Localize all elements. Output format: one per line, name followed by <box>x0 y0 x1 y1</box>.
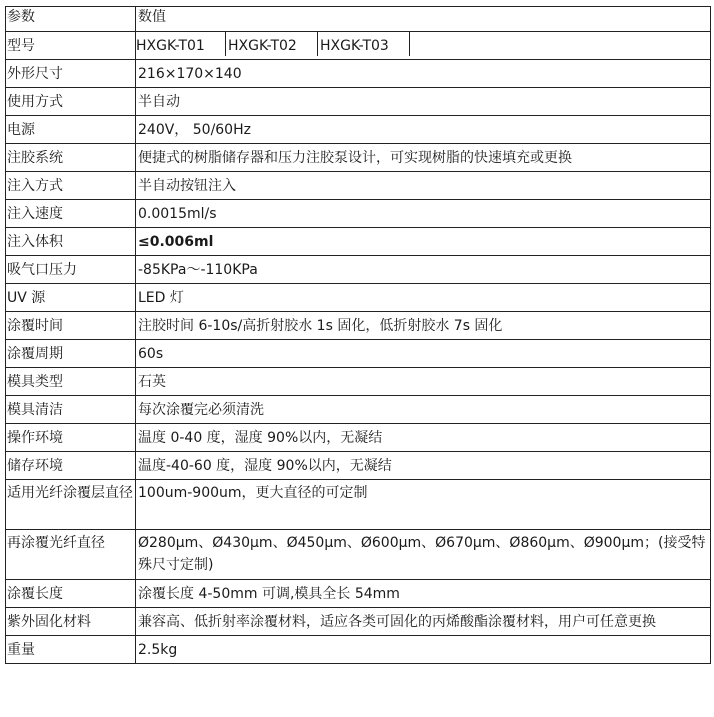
spec-label: 电源 <box>6 116 136 144</box>
spec-value: 2.5kg <box>136 636 711 664</box>
model-value: HXGK-T01 <box>136 32 227 56</box>
spec-row <box>6 480 711 530</box>
spec-value: 60s <box>136 340 711 368</box>
spec-label: 注入速度 <box>6 200 136 228</box>
spec-label: 注胶系统 <box>6 144 136 172</box>
spec-value: 0.0015ml/s <box>136 200 711 228</box>
spec-label: 吸气口压力 <box>6 256 136 284</box>
spec-row <box>6 228 711 256</box>
spec-row <box>6 88 711 116</box>
spec-row <box>6 144 711 172</box>
spec-label: 紫外固化材料 <box>6 608 136 636</box>
model-label: 型号 <box>6 32 136 60</box>
spec-row <box>6 312 711 340</box>
spec-row <box>6 530 711 580</box>
spec-row <box>6 200 711 228</box>
spec-row <box>6 424 711 452</box>
param-header: 参数 <box>6 7 136 32</box>
spec-value: 半自动 <box>136 88 711 116</box>
spec-value: 半自动按钮注入 <box>136 172 711 200</box>
spec-value: 240V， 50/60Hz <box>136 116 711 144</box>
spec-value: 石英 <box>136 368 711 396</box>
model-value: HXGK-T02 <box>226 32 318 56</box>
spec-row <box>6 396 711 424</box>
spec-label: 适用光纤涂覆层直径 <box>6 480 136 530</box>
spec-label: 外形尺寸 <box>6 60 136 88</box>
spec-value: 100um-900um，更大直径的可定制 <box>136 480 711 530</box>
spec-label: 涂覆周期 <box>6 340 136 368</box>
spec-label: 注入体积 <box>6 228 136 256</box>
spec-value: -85KPa～-110KPa <box>136 256 711 284</box>
spec-table <box>5 6 711 664</box>
spec-value: 温度-40-60 度，湿度 90%以内，无凝结 <box>136 452 711 480</box>
spec-label: 涂覆长度 <box>6 580 136 608</box>
spec-value: 每次涂覆完必须清洗 <box>136 396 711 424</box>
spec-value: 216×170×140 <box>136 60 711 88</box>
spec-row <box>6 284 711 312</box>
spec-label: 模具清洁 <box>6 396 136 424</box>
header-row <box>6 7 711 32</box>
model-value: HXGK-T03 <box>318 32 410 56</box>
spec-row <box>6 452 711 480</box>
spec-value: 涂覆长度 4-50mm 可调,模具全长 54mm <box>136 580 711 608</box>
spec-value: 兼容高、低折射率涂覆材料，适应各类可固化的丙烯酸酯涂覆材料，用户可任意更换 <box>136 608 711 636</box>
value-header: 数值 <box>136 7 711 32</box>
spec-label: 使用方式 <box>6 88 136 116</box>
spec-label: UV 源 <box>6 284 136 312</box>
spec-value: 便捷式的树脂储存器和压力注胶泵设计，可实现树脂的快速填充或更换 <box>136 144 711 172</box>
spec-row <box>6 256 711 284</box>
spec-row <box>6 580 711 608</box>
spec-value: 温度 0-40 度，湿度 90%以内，无凝结 <box>136 424 711 452</box>
model-row <box>6 32 711 60</box>
spec-row <box>6 636 711 664</box>
spec-label: 注入方式 <box>6 172 136 200</box>
spec-label: 涂覆时间 <box>6 312 136 340</box>
spec-row <box>6 116 711 144</box>
spec-value: ≤0.006ml <box>136 228 711 256</box>
spec-value: 注胶时间 6-10s/高折射胶水 1s 固化，低折射胶水 7s 固化 <box>136 312 711 340</box>
spec-row <box>6 340 711 368</box>
spec-value: LED 灯 <box>136 284 711 312</box>
spec-label: 再涂覆光纤直径 <box>6 530 136 580</box>
model-values <box>136 32 711 60</box>
spec-label: 重量 <box>6 636 136 664</box>
spec-value: Ø280μm、Ø430μm、Ø450μm、Ø600μm、Ø670μm、Ø860μm、Ø900μm；(接受特殊尺寸定制) <box>136 530 711 580</box>
spec-label: 储存环境 <box>6 452 136 480</box>
spec-row <box>6 608 711 636</box>
spec-row <box>6 368 711 396</box>
spec-row <box>6 172 711 200</box>
spec-row <box>6 60 711 88</box>
spec-label: 模具类型 <box>6 368 136 396</box>
spec-label: 操作环境 <box>6 424 136 452</box>
